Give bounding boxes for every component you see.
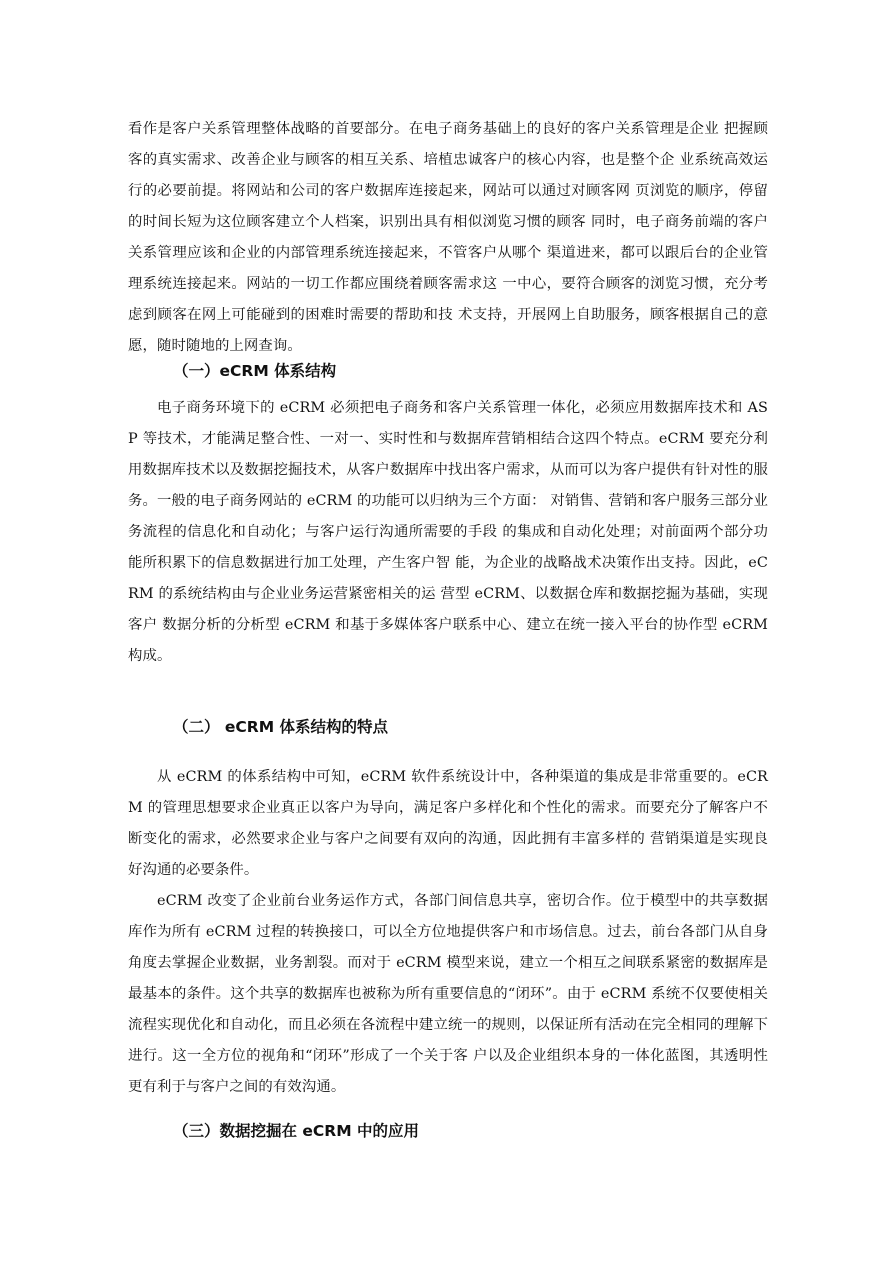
heading-ecrm-architecture: （一）eCRM 体系结构 [173,362,337,380]
paragraph-channel-integration: 从 eCRM 的体系结构中可知，eCRM 软件系统设计中，各种渠道的集成是非常重要的。eCRM 的管理思想要求企业真正以客户为导向，满足客户多样化和个性化的需求。而要充分了解客户不断变化的需求，必然要求企业与客户之间要有双向的沟通，因此拥有丰富多样的 营销渠道是实现良好沟通的必要条件。 [128,769,768,878]
paragraph-crm-importance: 看作是客户关系管理整体战略的首要部分。在电子商务基础上的良好的客户关系管理是企业 把握顾客的真实需求、改善企业与顾客的相互关系、培植忠诚客户的核心内容，也是整个企 业系统高效运行的必要前提。将网站和公司的客户数据库连接起来，网站可以通过对顾客网 页浏览的顺序，停留的时间长短为这位顾客建立个人档案，识别出具有相似浏览习惯的顾客 同时，电子商务前端的客户关系管理应该和企业的内部管理系统连接起来，不管客户从哪个 渠道进来，都可以跟后台的企业管理系统连接起来。网站的一切工作都应围绕着顾客需求这 一中心，要符合顾客的浏览习惯，充分考虑到顾客在网上可能碰到的困难时需要的帮助和技 术支持，开展网上自助服务，顾客根据自己的意愿，随时随地的上网查询。 [128,121,768,354]
architecture-paragraph-block [128,393,768,672]
heading-data-mining: （三）数据挖掘在 eCRM 中的应用 [173,1122,420,1140]
features-paragraph-block [128,762,768,1103]
paragraph-ecrm-architecture: 电子商务环境下的 eCRM 必须把电子商务和客户关系管理一体化，必须应用数据库技术和 ASP 等技术，才能满足整合性、一对一、实时性和与数据库营销相结合这四个特点。eCRM 要充分利用数据库技术以及数据挖掘技术，从客户数据库中找出客户需求，从而可以为客户提供有针对性的服务。一般的电子商务网站的 eCRM 的功能可以归纳为三个方面： 对销售、营销和客户服务三部分业务流程的信息化和自动化；与客户运行沟通所需要的手段 的集成和自动化处理；对前面两个部分功能所积累下的信息数据进行加工处理，产生客户智 能，为企业的战略战术决策作出支持。因此，eCRM 的系统结构由与企业业务运营紧密相关的运 营型 eCRM、以数据仓库和数据挖掘为基础，实现客户 数据分析的分析型 eCRM 和基于多媒体客户联系中心、建立在统一接入平台的协作型 eCRM 构成。 [128,400,768,664]
paragraph-shared-database: eCRM 改变了企业前台业务运作方式，各部门间信息共享，密切合作。位于模型中的共享数据库作为所有 eCRM 过程的转换接口，可以全方位地提供客户和市场信息。过去，前台各部门从自身角度去掌握企业数据，业务割裂。而对于 eCRM 模型来说，建立一个相互之间联系紧密的数据库是最基本的条件。这个共享的数据库也被称为所有重要信息的“闭环”。由于 eCRM 系统不仅要使相关流程实现优化和自动化，而且必须在各流程中建立统一的规则，以保证所有活动在完全相同的理解下进行。这一全方位的视角和“闭环”形成了一个关于客 户以及企业组织本身的一体化蓝图，其透明性更有利于与客户之间的有效沟通。 [128,893,768,1095]
intro-paragraph-block [128,114,768,362]
heading-ecrm-features: （二） eCRM 体系结构的特点 [173,718,389,736]
